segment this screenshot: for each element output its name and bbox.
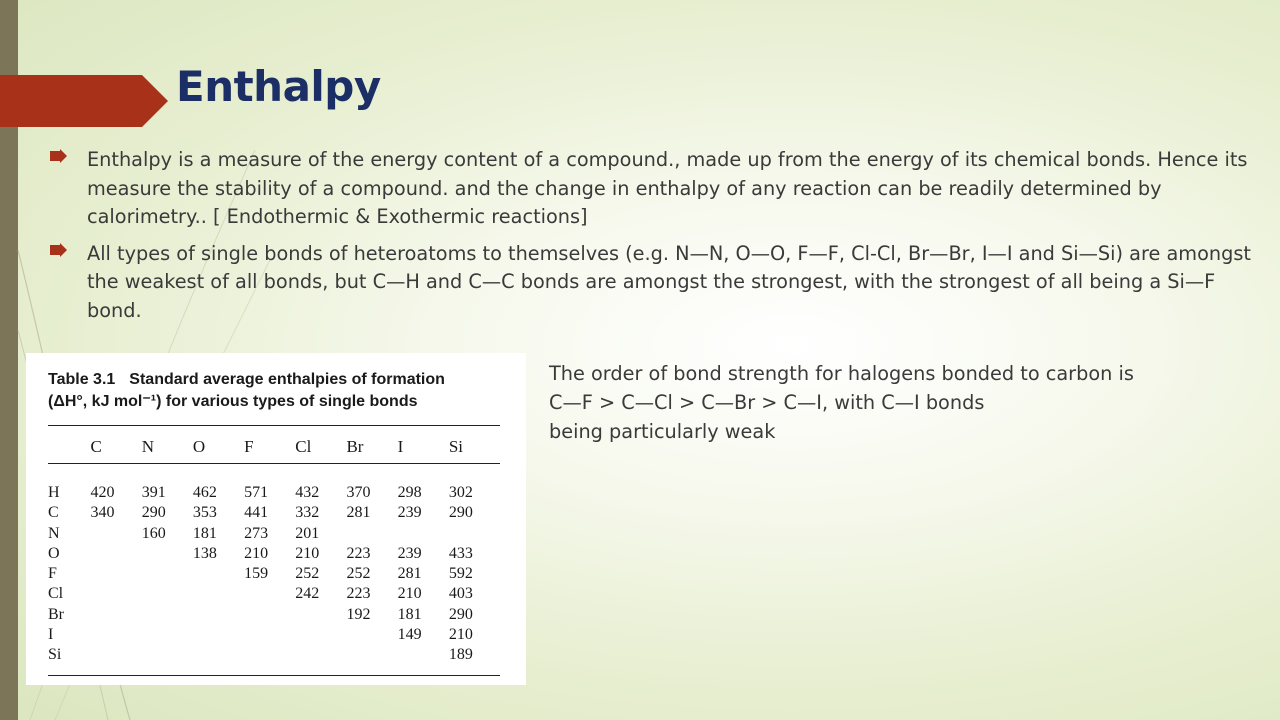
table-cell xyxy=(193,645,244,665)
bullet-text: All types of single bonds of heteroatoms to themselves (e.g. N—N, O—O, F—F, Cl-Cl, Br—Br, I—I and Si—Si) are amongst the weakest of all bonds, but C—H and C—C bonds are amongst the strongest, with the strongest of all being a Si—F bond. xyxy=(87,241,1251,322)
table-cell: 592 xyxy=(448,565,473,583)
table-cell: 273 xyxy=(244,524,269,542)
slide-title: Enthalpy xyxy=(176,62,381,111)
table-cell xyxy=(91,584,142,604)
table-cell xyxy=(91,524,142,544)
bullet-item xyxy=(50,240,1275,326)
table-cell: 441 xyxy=(244,504,269,522)
table-cell: 403 xyxy=(448,585,473,603)
table-cell xyxy=(193,625,244,645)
table-cell xyxy=(142,645,193,665)
table-cell xyxy=(295,645,346,665)
table-cell: 290 xyxy=(448,605,473,623)
table-cell: 252 xyxy=(346,565,371,583)
note-line-2: C—F > C—Cl > C—Br > C—I, with C—I bonds xyxy=(549,391,985,414)
table-row-label: O xyxy=(48,544,60,562)
table-cell xyxy=(244,584,295,604)
table-cell: 252 xyxy=(295,565,320,583)
table-cell xyxy=(91,625,142,645)
table-cell xyxy=(91,645,142,665)
table-cell xyxy=(91,605,142,625)
table-row-label: F xyxy=(48,565,57,583)
title-arrow-shape xyxy=(0,75,168,127)
table-cell xyxy=(398,645,449,665)
table-column-header: I xyxy=(397,437,404,456)
table-cell xyxy=(142,564,193,584)
table-cell: 281 xyxy=(397,565,422,583)
table-column-header: Br xyxy=(346,437,364,456)
table-cell xyxy=(346,645,397,665)
table-grid xyxy=(48,435,500,666)
table-row xyxy=(48,483,500,503)
table-cell: 432 xyxy=(295,484,320,501)
arrow-bullet-icon xyxy=(50,243,68,257)
bond-strength-note xyxy=(549,359,1269,446)
table-caption xyxy=(48,369,518,413)
table-row-label: H xyxy=(48,484,60,501)
table-cell xyxy=(142,544,193,564)
table-column-header: F xyxy=(244,437,254,456)
table-row-label: Cl xyxy=(48,585,64,603)
table-row xyxy=(48,503,500,523)
table-caption-line2: (ΔH°, kJ mol⁻¹) for various types of single bonds xyxy=(48,393,418,410)
arrow-bullet-icon xyxy=(50,149,68,163)
table-row xyxy=(48,645,500,665)
table-row-label: Br xyxy=(48,605,64,623)
table-cell: 149 xyxy=(397,626,422,644)
table-cell: 242 xyxy=(295,585,320,603)
table-cell: 571 xyxy=(244,484,269,501)
table-cell: 420 xyxy=(90,484,115,501)
table-row-label: I xyxy=(48,626,54,644)
table-row-label: C xyxy=(48,504,59,522)
table-row-label: N xyxy=(48,524,60,542)
table-cell: 391 xyxy=(141,484,166,501)
table-cell: 189 xyxy=(448,646,473,664)
table-cell: 239 xyxy=(397,544,422,562)
bullet-list xyxy=(50,146,1275,333)
table-header-row xyxy=(48,435,500,459)
table-cell: 433 xyxy=(448,544,473,562)
table-cell: 239 xyxy=(397,504,422,522)
table-row xyxy=(48,625,500,645)
table-caption-line1: Standard average enthalpies of formation xyxy=(129,371,445,388)
table-cell: 201 xyxy=(295,524,320,542)
note-line-3: being particularly weak xyxy=(549,420,776,443)
table-cell xyxy=(244,605,295,625)
table-cell: 281 xyxy=(346,504,371,522)
table-top-rule xyxy=(48,425,500,426)
table-cell: 138 xyxy=(192,544,217,562)
table-row xyxy=(48,544,500,564)
table-cell: 353 xyxy=(192,504,217,522)
table-cell: 210 xyxy=(397,585,422,603)
table-column-header: C xyxy=(90,437,102,456)
table-cell xyxy=(295,605,346,625)
table-row xyxy=(48,605,500,625)
table-cell: 160 xyxy=(141,524,166,542)
bullet-item xyxy=(50,146,1275,232)
table-cell xyxy=(193,564,244,584)
bullet-text: Enthalpy is a measure of the energy content of a compound., made up from the energy of its chemical bonds. Hence its measure the stability of a compound. and the change in enthalpy of any reaction can be readily determined by calorimetry.. [ Endothermic & Exothermic reactions] xyxy=(87,148,1248,228)
table-cell: 223 xyxy=(346,544,371,562)
table-cell: 340 xyxy=(90,504,115,522)
table-cell: 210 xyxy=(295,544,320,562)
table-cell xyxy=(244,625,295,645)
table-cell xyxy=(142,625,193,645)
table-cell: 370 xyxy=(346,484,371,501)
table-row xyxy=(48,564,500,584)
table-row xyxy=(48,524,500,544)
table-cell xyxy=(346,524,397,544)
table-column-header: Cl xyxy=(295,437,312,456)
table-cell: 298 xyxy=(397,484,422,501)
table-cell xyxy=(142,605,193,625)
note-line-1: The order of bond strength for halogens bonded to carbon is xyxy=(549,362,1134,385)
table-corner-cell xyxy=(48,435,91,459)
table-cell xyxy=(142,584,193,604)
table-cell: 332 xyxy=(295,504,320,522)
table-cell: 181 xyxy=(397,605,422,623)
table-cell xyxy=(244,645,295,665)
table-column-header: N xyxy=(141,437,154,456)
table-cell xyxy=(449,524,500,544)
table-cell xyxy=(91,544,142,564)
table-cell: 290 xyxy=(141,504,166,522)
table-cell xyxy=(193,605,244,625)
table-column-header: O xyxy=(192,437,206,456)
table-cell xyxy=(91,564,142,584)
table-cell xyxy=(295,625,346,645)
table-row-label: Si xyxy=(48,646,62,664)
table-cell: 302 xyxy=(448,484,473,501)
table-cell xyxy=(398,524,449,544)
table-cell: 210 xyxy=(448,626,473,644)
table-cell xyxy=(193,584,244,604)
table-row xyxy=(48,584,500,604)
table-cell: 290 xyxy=(448,504,473,522)
table-bottom-rule xyxy=(48,675,500,676)
table-cell: 192 xyxy=(346,605,371,623)
table-cell: 159 xyxy=(244,565,269,583)
bond-enthalpy-table xyxy=(26,353,526,685)
table-cell: 181 xyxy=(192,524,217,542)
table-cell: 223 xyxy=(346,585,371,603)
table-cell xyxy=(346,625,397,645)
table-cell: 462 xyxy=(192,484,217,501)
table-cell: 210 xyxy=(244,544,269,562)
table-column-header: Si xyxy=(448,437,463,456)
table-number: Table 3.1 xyxy=(48,371,116,388)
